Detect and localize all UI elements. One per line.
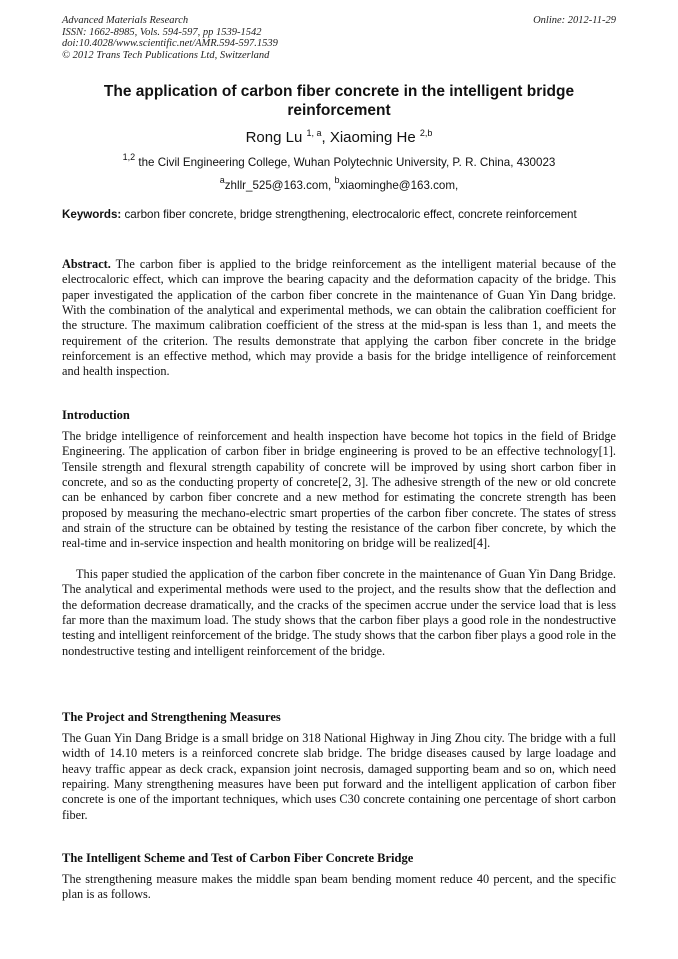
paragraph: The strengthening measure makes the middle span beam bending moment reduce 40 percent, and the specific plan is as follows.	[62, 872, 616, 902]
section-heading-introduction: Introduction	[62, 408, 130, 422]
email-address: xiaominghe@163.com,	[339, 179, 459, 192]
affiliation-superscript: 1,2	[122, 152, 136, 162]
keywords-text: carbon fiber concrete, bridge strengthening, electrocaloric effect, concrete reinforcement	[121, 208, 577, 221]
paragraph: The bridge intelligence of reinforcement and health inspection have become hot topics in the field of Bridge Engineering. The application of carbon fiber in bridge engineering is proved to be an effective technology[1]. Tensile strength and flexural strength capability of concrete will be improved by using short carbon fiber in concrete, and so as the conducting property of concrete[2, 3]. The adhesive strength of the new or old concrete can be enhanced by carbon fiber concrete and a new method for estimating the concrete strength has been proposed by measuring the mechano-electric smart properties of the carbon fiber concrete. The states of stress and strain of the structure can be obtained by testing the resistance of the carbon fiber concrete, by which the real-time and in-service inspection and health monitoring on bridge will be realized[4].	[62, 429, 616, 551]
paper-title: The application of carbon fiber concrete in the intelligent bridge reinforcement	[103, 83, 575, 119]
abstract	[62, 257, 616, 380]
affiliation	[62, 149, 616, 171]
paragraph: The Guan Yin Dang Bridge is a small bridge on 318 National Highway in Jing Zhou city. The bridge with a full width of 14.10 meters is a reinforced concrete slab bridge. The bridge diseases caused by large loadage and heavy traffic appear as deck crack, expansion joint necrosis, damaged supporting beam and so on, which need repairing. Many strengthening measures have been put forward and the intelligent application of carbon fiber concrete is one of the important techniques, which uses C30 concrete containing one percentage of short carbon fiber.	[62, 731, 616, 822]
email-address: zhllr_525@163.com,	[224, 179, 335, 192]
email-superscript: b	[334, 175, 340, 185]
affiliation-text: the Civil Engineering College, Wuhan Polytechnic University, P. R. China, 430023	[135, 156, 556, 169]
copyright-line: © 2012 Trans Tech Publications Ltd, Switzerland	[62, 49, 270, 61]
online-date: Online: 2012-11-29	[533, 15, 616, 26]
email-line	[62, 172, 616, 194]
author-superscript: 1, a	[306, 128, 322, 138]
doi-line: doi:10.4028/www.scientific.net/AMR.594-597.1539	[62, 38, 278, 50]
section-heading-project: The Project and Strengthening Measures	[62, 710, 281, 724]
keywords	[62, 207, 616, 223]
author-name: Rong Lu	[245, 129, 303, 146]
paragraph: This paper studied the application of the carbon fiber concrete in the maintenance of Guan Yin Dang Bridge. The analytical and experimental methods were used to the project, and the results show that the deflection and the deformation decrease dramatically, and the cracks of the specimen accrue under the service load that is less far more than the maximum load. The study shows that the carbon fiber plays a good role in the nondestructive testing and intelligent reinforcement of the bridge. The study shows that the carbon fiber plays a good role in the nondestructive testing and intelligent reinforcement of the bridge.	[62, 567, 616, 658]
author-separator: ,	[321, 129, 330, 146]
section-heading-scheme: The Intelligent Scheme and Test of Carbon Fiber Concrete Bridge	[62, 851, 414, 865]
author-superscript: 2,b	[419, 128, 433, 138]
issn-line: ISSN: 1662-8985, Vols. 594-597, pp 1539-1542	[62, 26, 262, 38]
keywords-label: Keywords:	[62, 208, 122, 221]
journal-header	[62, 15, 616, 61]
author-line	[62, 123, 616, 148]
abstract-label: Abstract.	[62, 257, 111, 271]
abstract-text: The carbon fiber is applied to the bridge reinforcement as the intelligent material because of the electrocaloric effect, which can improve the bearing capacity and the deformation capacity of the bridge. This paper investigated the application of the carbon fiber concrete in the maintenance of Guan Yin Dang bridge. With the combination of the analytical and experimental methods, we can obtain the calibration coefficient for the structure. The maximum calibration coefficient of the stress at the mid-span is less than 1, and meets the requirement of the criterion. The results demonstrate that applying the carbon fiber concrete in the bridge reinforcement is an effective method, which may provide a basis for the bridge intelligence of reinforcement and health inspection.	[62, 257, 616, 379]
author-name: Xiaoming He	[329, 129, 416, 146]
email-superscript: a	[219, 175, 225, 185]
journal-name: Advanced Materials Research	[62, 15, 189, 26]
